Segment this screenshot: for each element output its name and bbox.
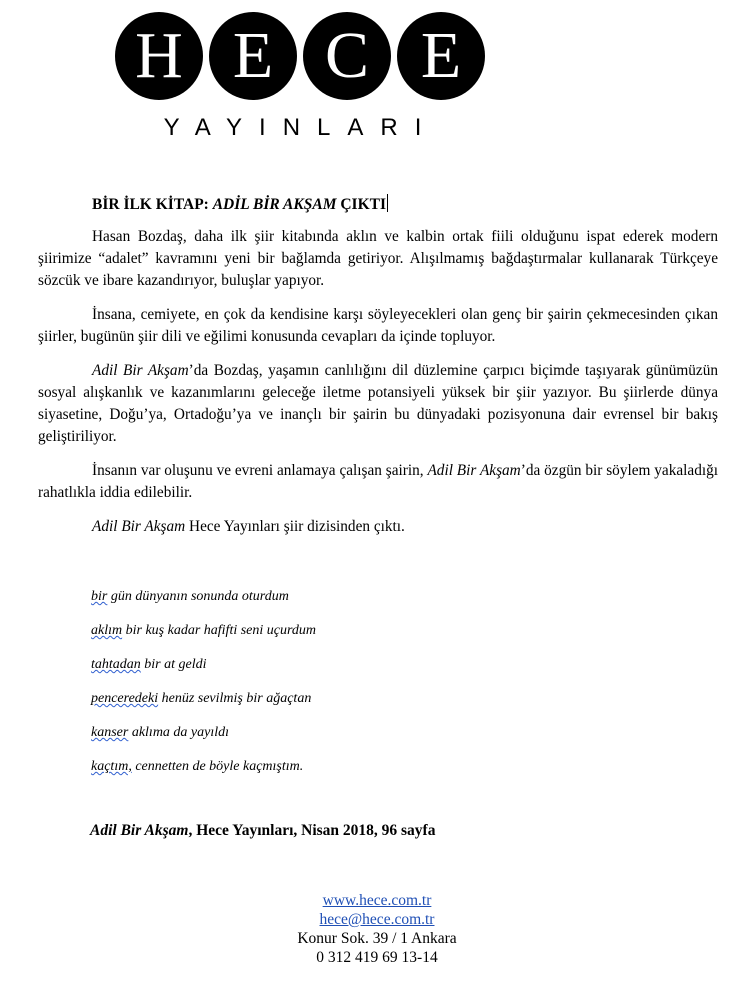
headline-book-title: ADİL BİR AKŞAM [212, 196, 337, 213]
contact-block [240, 891, 514, 967]
poem-line-text: gün dünyanın sonunda oturdum [107, 589, 289, 604]
logo-letter-e2: E [397, 12, 485, 100]
paragraph-5-text: Hece Yayınları şiir dizisinden çıktı. [185, 518, 405, 535]
poem-line-text: bir kuş kadar hafifti seni uçurdum [122, 623, 317, 638]
headline [38, 194, 718, 216]
paragraph-4-start: İnsanın var oluşunu ve evreni anlamaya çalışan şairin, [92, 462, 428, 479]
poem-line-text: henüz sevilmiş bir ağaçtan [158, 691, 312, 706]
logo-letter-h: H [115, 12, 203, 100]
paragraph-5 [38, 516, 718, 538]
paragraph-3-text: ’da Bozdaş, yaşamın canlılığını dil düzlemine çarpıcı biçimde taşıyarak günümüzün sosyal alışkanlık ve kazanımlarını geleceğe iletme potansiyeli yüksek bir şiir yazıyor. Bu şiirlerde dünya siyasetine, Doğu’ya, Ortadoğu’ya ve inançlı bir şairin bu dünyadaki pozisyonuna dair evrensel bir bakış geliştiriliyor. [38, 362, 718, 445]
spellcheck-word: kanser [91, 725, 129, 740]
headline-suffix: ÇIKTI [336, 196, 387, 213]
poem-line [91, 587, 316, 621]
text-cursor [387, 194, 388, 212]
publication-details: , Hece Yayınları, Nisan 2018, 96 sayfa [188, 822, 436, 839]
poem-line [91, 723, 316, 757]
poem-line [91, 621, 316, 655]
spellcheck-word: aklım [91, 623, 123, 638]
spellcheck-word: penceredeki [91, 691, 159, 706]
book-title-italic: Adil Bir Akşam [92, 362, 189, 379]
spellcheck-word: tahtadan [91, 657, 141, 672]
logo-letter-e: E [209, 12, 297, 100]
poem-line [91, 689, 316, 723]
website-link[interactable]: www.hece.com.tr [322, 892, 432, 909]
paragraph-1: Hasan Bozdaş, daha ilk şiir kitabında aklın ve kalbin ortak fiili olduğunu ispat ederek modern şiirimize “adalet” kavramını yeni bir bağlamda getiriyor. Alışılmamış bağdaştırmalar kullanarak Türkçeye sözcük ve ibare kazandırıyor, buluşlar yapıyor. [38, 228, 718, 289]
headline-prefix: BİR İLK KİTAP: [92, 196, 213, 213]
publication-title: Adil Bir Akşam [90, 822, 189, 839]
spellcheck-word: kaçtım, [91, 759, 132, 774]
address: Konur Sok. 39 / 1 Ankara [297, 930, 457, 947]
book-title-italic: Adil Bir Akşam [92, 518, 186, 535]
book-title-italic: Adil Bir Akşam [427, 462, 521, 479]
poem-line-text: cennetten de böyle kaçmıştım. [131, 759, 304, 774]
logo-circles [115, 12, 487, 100]
poem-excerpt [91, 587, 316, 791]
poem-line-text: bir at geldi [140, 657, 207, 672]
publication-info [90, 822, 435, 840]
spellcheck-word: bir [91, 589, 108, 604]
poem-line-text: aklıma da yayıldı [128, 725, 230, 740]
document-body [38, 194, 718, 550]
hece-logo [115, 12, 487, 140]
paragraph-3 [38, 360, 718, 448]
paragraph-2: İnsana, cemiyete, en çok da kendisine karşı söyleyecekleri olan genç bir şairin çekmecesinden çıkan şiirler, bugünün şiir dili ve eğilimi konusunda cevapları da içinde topluyor. [38, 306, 718, 345]
phone: 0 312 419 69 13-14 [316, 949, 438, 966]
poem-line [91, 757, 316, 791]
paragraph-4-end: ’da özgün bir söylem yakaladığı rahatlıkla iddia edilebilir. [38, 462, 718, 501]
logo-subtitle: YAYINLARI [163, 114, 439, 141]
poem-line [91, 655, 316, 689]
paragraph-4 [38, 460, 718, 504]
email-link[interactable]: hece@hece.com.tr [319, 911, 435, 928]
logo-letter-c: C [303, 12, 391, 100]
